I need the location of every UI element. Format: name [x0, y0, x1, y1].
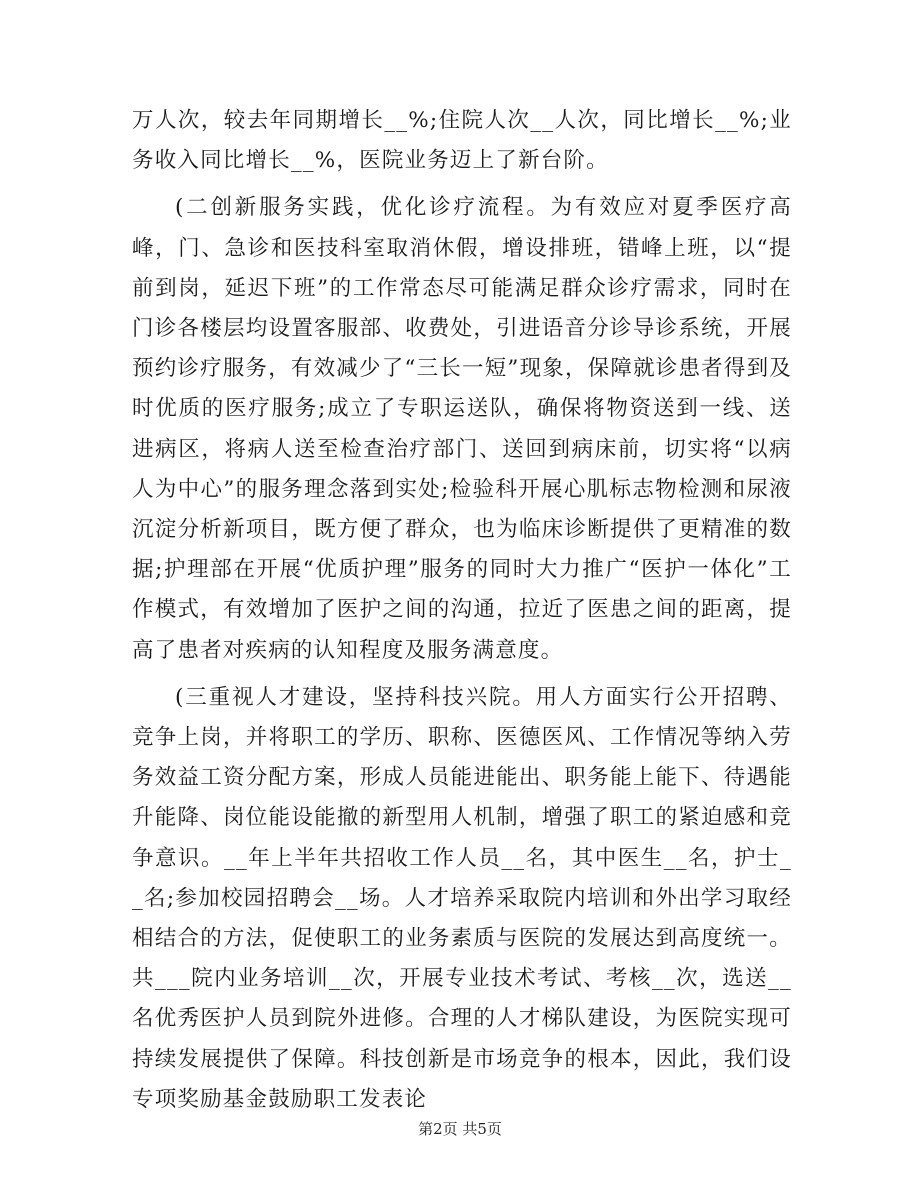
paragraph-service-practice: (二创新服务实践，优化诊疗流程。为有效应对夏季医疗高峰，门、急诊和医技科室取消休假，增设排班，错峰上班，以“提前到岗，延迟下班”的工作常态尽可能满足群众诊疗需求，同时在门诊各楼层均设置客服部、收费处，引进语音分诊导诊系统，开展预约诊疗服务，有效减少了“三长一短”现象，保障就诊患者得到及时优质的医疗服务;成立了专职运送队，确保将物资送到一线、送进病区，将病人送至检查治疗部门、送回到病床前，切实将“以病人为中心”的服务理念落到实处;检验科开展心肌标志物检测和尿液沉淀分析新项目，既方便了群众，也为临床诊断提供了更精准的数据;护理部在开展“优质护理”服务的同时大力推广“医护一体化”工作模式，有效增加了医护之间的沟通，拉近了医患之间的距离，提高了患者对疾病的认知程度及服务满意度。	[132, 195, 792, 663]
paragraph-continuation: 万人次，较去年同期增长__%;住院人次__人次，同比增长__%;业务收入同比增长__%，医院业务迈上了新台阶。	[132, 108, 792, 174]
paragraph-talent-building: (三重视人才建设，坚持科技兴院。用人方面实行公开招聘、竞争上岗，并将职工的学历、职称、医德医风、工作情况等纳入劳务效益工资分配方案，形成人员能进能出、职务能上能下、待遇能升能降、岗位能设能撤的新型用人机制，增强了职工的紧迫感和竞争意识。__年上半年共招收工作人员__名，其中医生__名，护士__名;参加校园招聘会__场。人才培养采取院内培训和外出学习取经相结合的方法，促使职工的业务素质与医院的发展达到高度统一。共___院内业务培训__次，开展专业技术考试、考核__次，选送__名优秀医护人员到院外进修。合理的人才梯队建设，为医院实现可持续发展提供了保障。科技创新是市场竞争的根本，因此，我们设专项奖励基金鼓励职工发表论	[132, 684, 792, 1112]
document-body	[132, 101, 792, 1127]
page-footer: 第2页 共5页	[418, 1120, 502, 1138]
